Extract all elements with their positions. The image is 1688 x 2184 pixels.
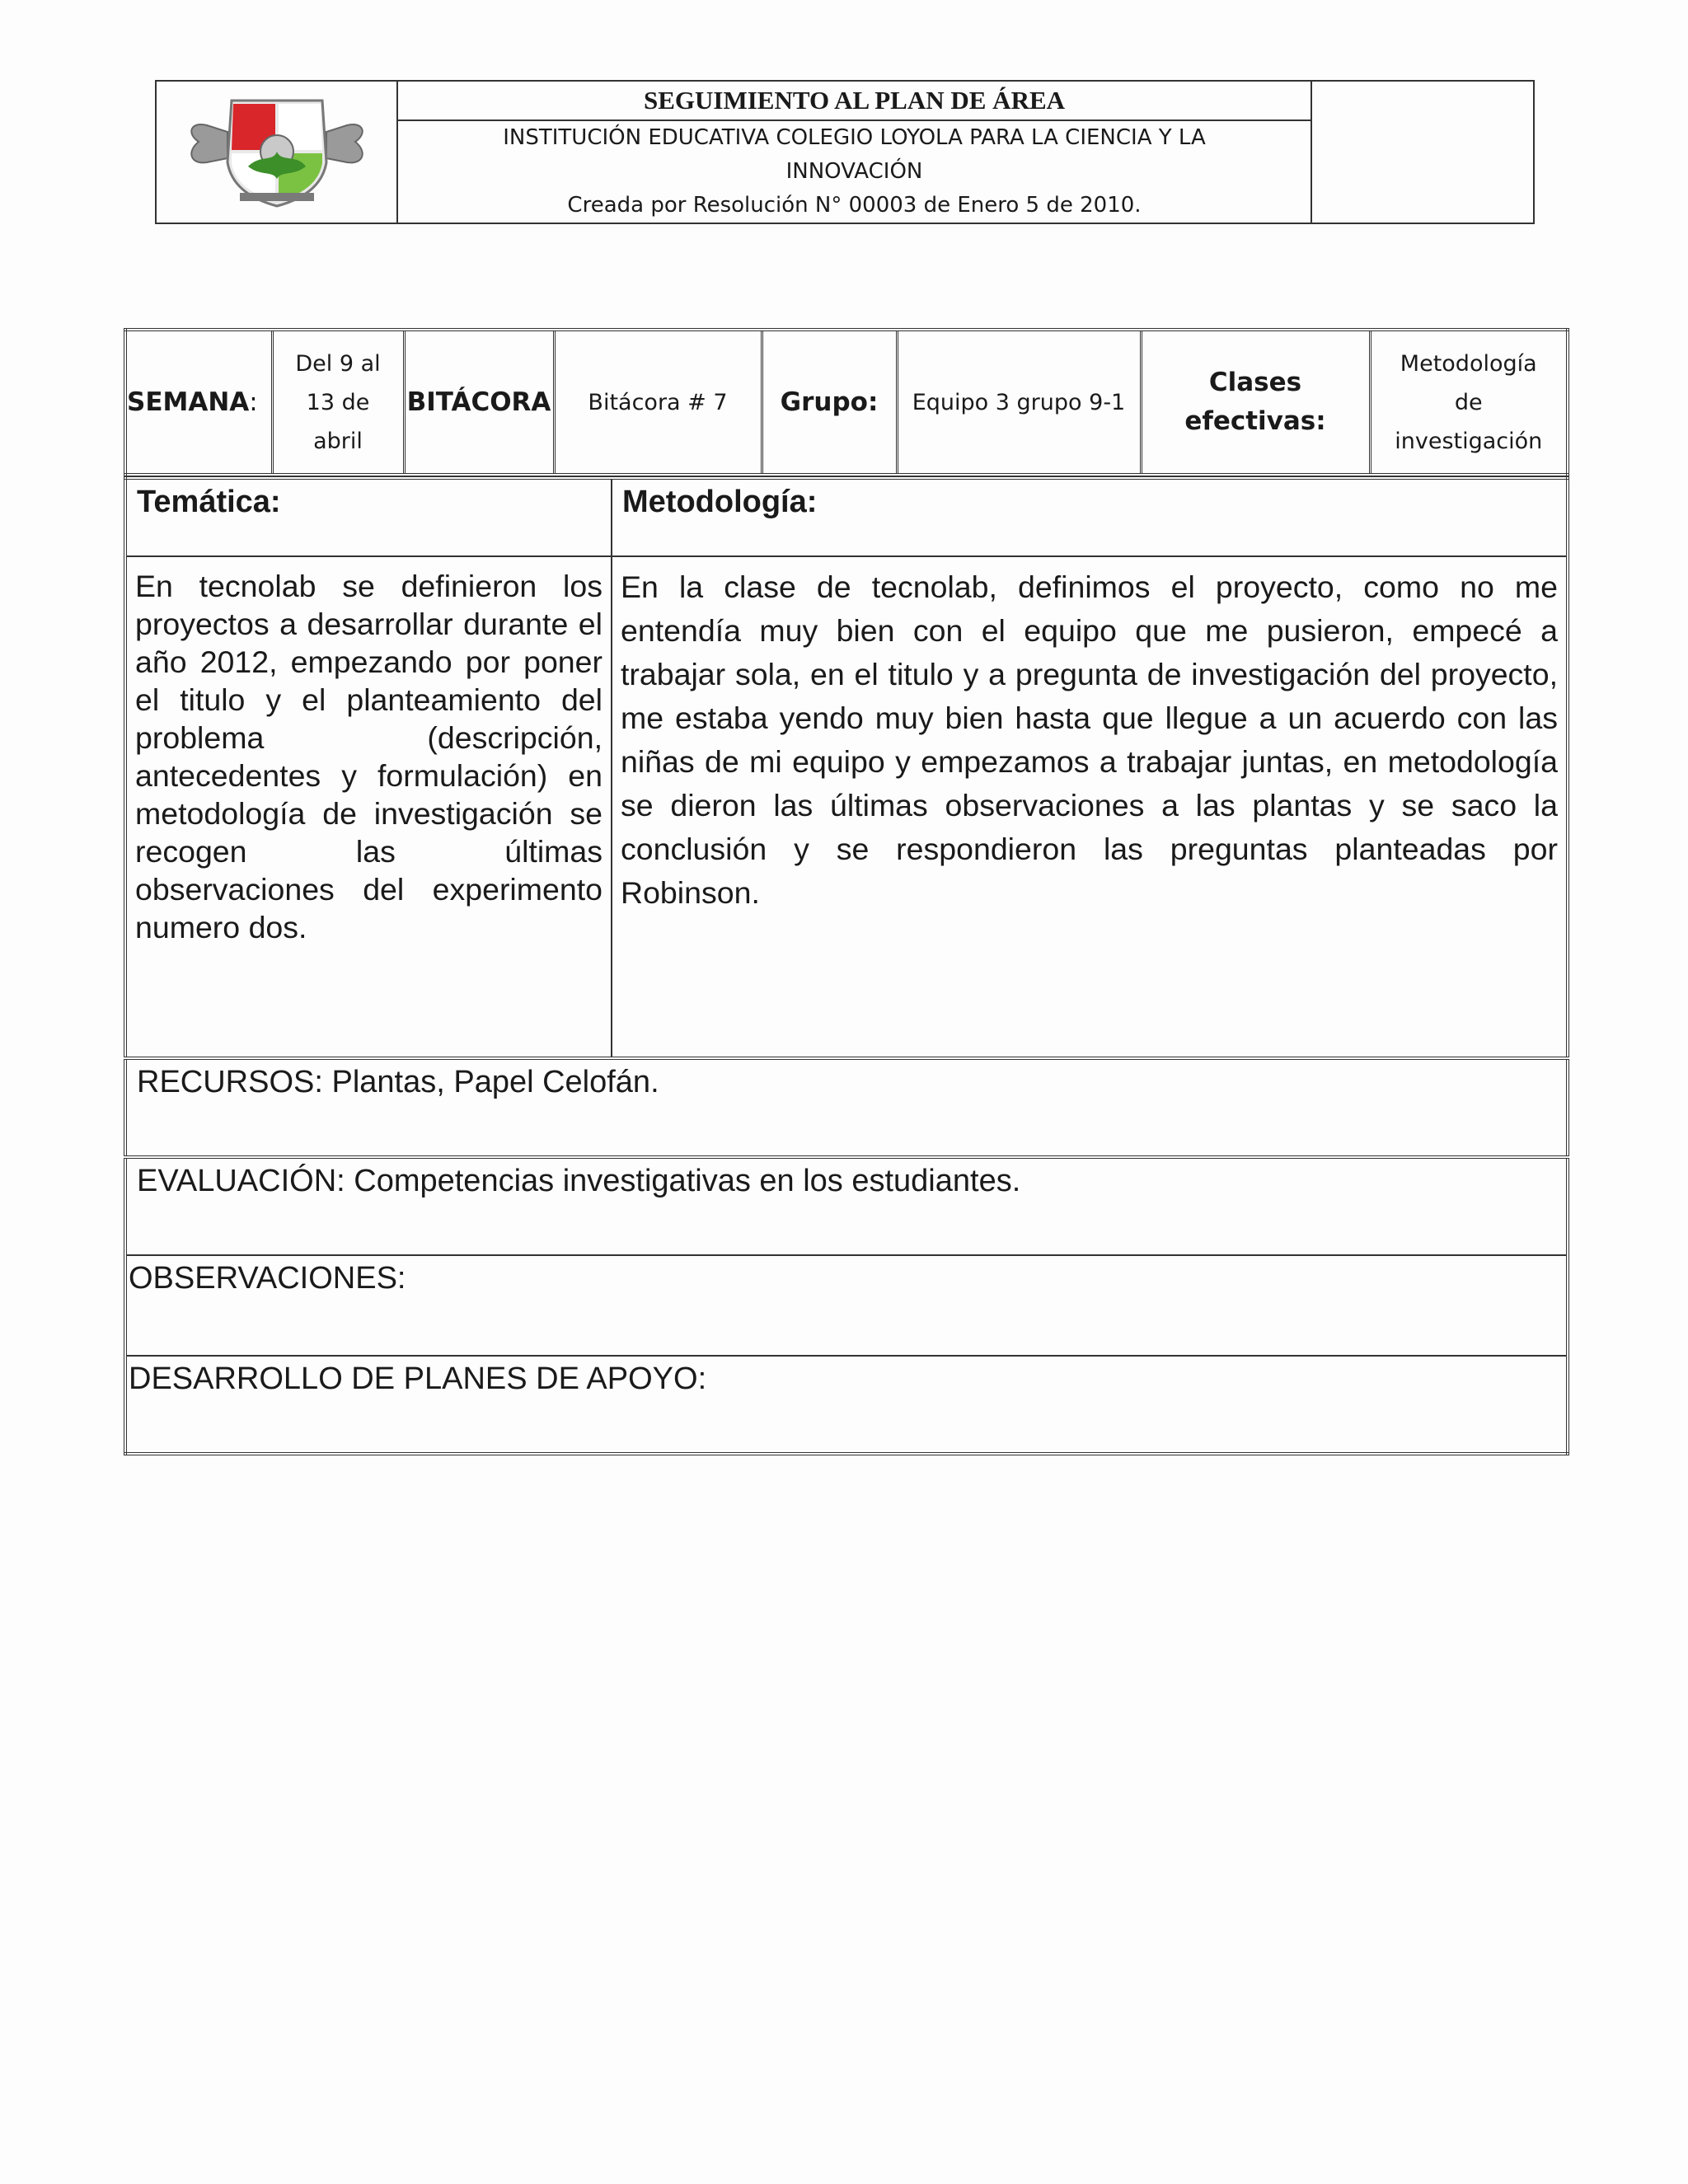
semana-value-line3: abril bbox=[313, 428, 363, 454]
metodologia-header: Metodología: bbox=[612, 478, 1568, 556]
semana-value-line2: 13 de bbox=[306, 389, 370, 415]
resolution-text: Creada por Resolución N° 00003 de Enero 5 de 2010. bbox=[567, 193, 1142, 218]
metodologia-text: En la clase de tecnolab, definimos el proyecto, como no me entendía muy bien con el equipo que me pusieron, empecé a trabajar sola, en el titulo y a pregunta de investigación del proyecto, me estaba yendo muy bien hasta que llegue a un acuerdo con las niñas de mi equipo y empezamos a trabajar juntas, en metodología se dieron las últimas observaciones a las plantas y se saco la conclusión y se respondieron las preguntas planteadas por Robinson. bbox=[612, 556, 1568, 1058]
week-info-table bbox=[124, 328, 1569, 476]
semana-value-line1: Del 9 al bbox=[295, 350, 381, 377]
clases-label: Clases efectivas: bbox=[1141, 330, 1370, 475]
grupo-label: Grupo: bbox=[762, 330, 897, 475]
institution-info bbox=[397, 120, 1311, 223]
logo-cell bbox=[156, 81, 397, 223]
evaluacion-row: EVALUACIÓN: Competencias investigativas en los estudiantes. bbox=[125, 1157, 1568, 1255]
form-title: SEGUIMIENTO AL PLAN DE ÁREA bbox=[397, 81, 1311, 120]
header-table bbox=[155, 80, 1535, 224]
header-blank-cell bbox=[1311, 81, 1534, 223]
clases-value-line3: investigación bbox=[1395, 428, 1543, 454]
bitacora-label: BITÁCORA bbox=[404, 330, 554, 475]
recursos-row: RECURSOS: Plantas, Papel Celofán. bbox=[125, 1058, 1568, 1157]
bitacora-value: Bitácora # 7 bbox=[554, 330, 762, 475]
institution-name-line2: INNOVACIÓN bbox=[785, 159, 923, 184]
grupo-value: Equipo 3 grupo 9-1 bbox=[897, 330, 1141, 475]
semana-label-cell bbox=[125, 330, 272, 475]
planes-apoyo-row: DESARROLLO DE PLANES DE APOYO: bbox=[125, 1356, 1568, 1454]
clases-value bbox=[1370, 330, 1568, 475]
content-table bbox=[124, 476, 1569, 1455]
clases-value-line2: de bbox=[1454, 389, 1483, 415]
institution-name-line1: INSTITUCIÓN EDUCATIVA COLEGIO LOYOLA PARA LA CIENCIA Y LA bbox=[503, 125, 1206, 150]
observaciones-row: OBSERVACIONES: bbox=[125, 1255, 1568, 1356]
semana-value bbox=[272, 330, 404, 475]
school-crest-logo bbox=[182, 84, 372, 216]
tematica-text: En tecnolab se definieron los proyectos a desarrollar durante el año 2012, empezando por poner el titulo y el planteamiento del problema (descripción, antecedentes y formulación) en metodología de investigación se recogen las últimas observaciones del experimento numero dos. bbox=[125, 556, 612, 1058]
semana-label: SEMANA bbox=[127, 387, 250, 417]
tematica-header: Temática: bbox=[125, 478, 612, 556]
semana-colon: : bbox=[249, 387, 258, 417]
clases-value-line1: Metodología bbox=[1400, 350, 1537, 377]
